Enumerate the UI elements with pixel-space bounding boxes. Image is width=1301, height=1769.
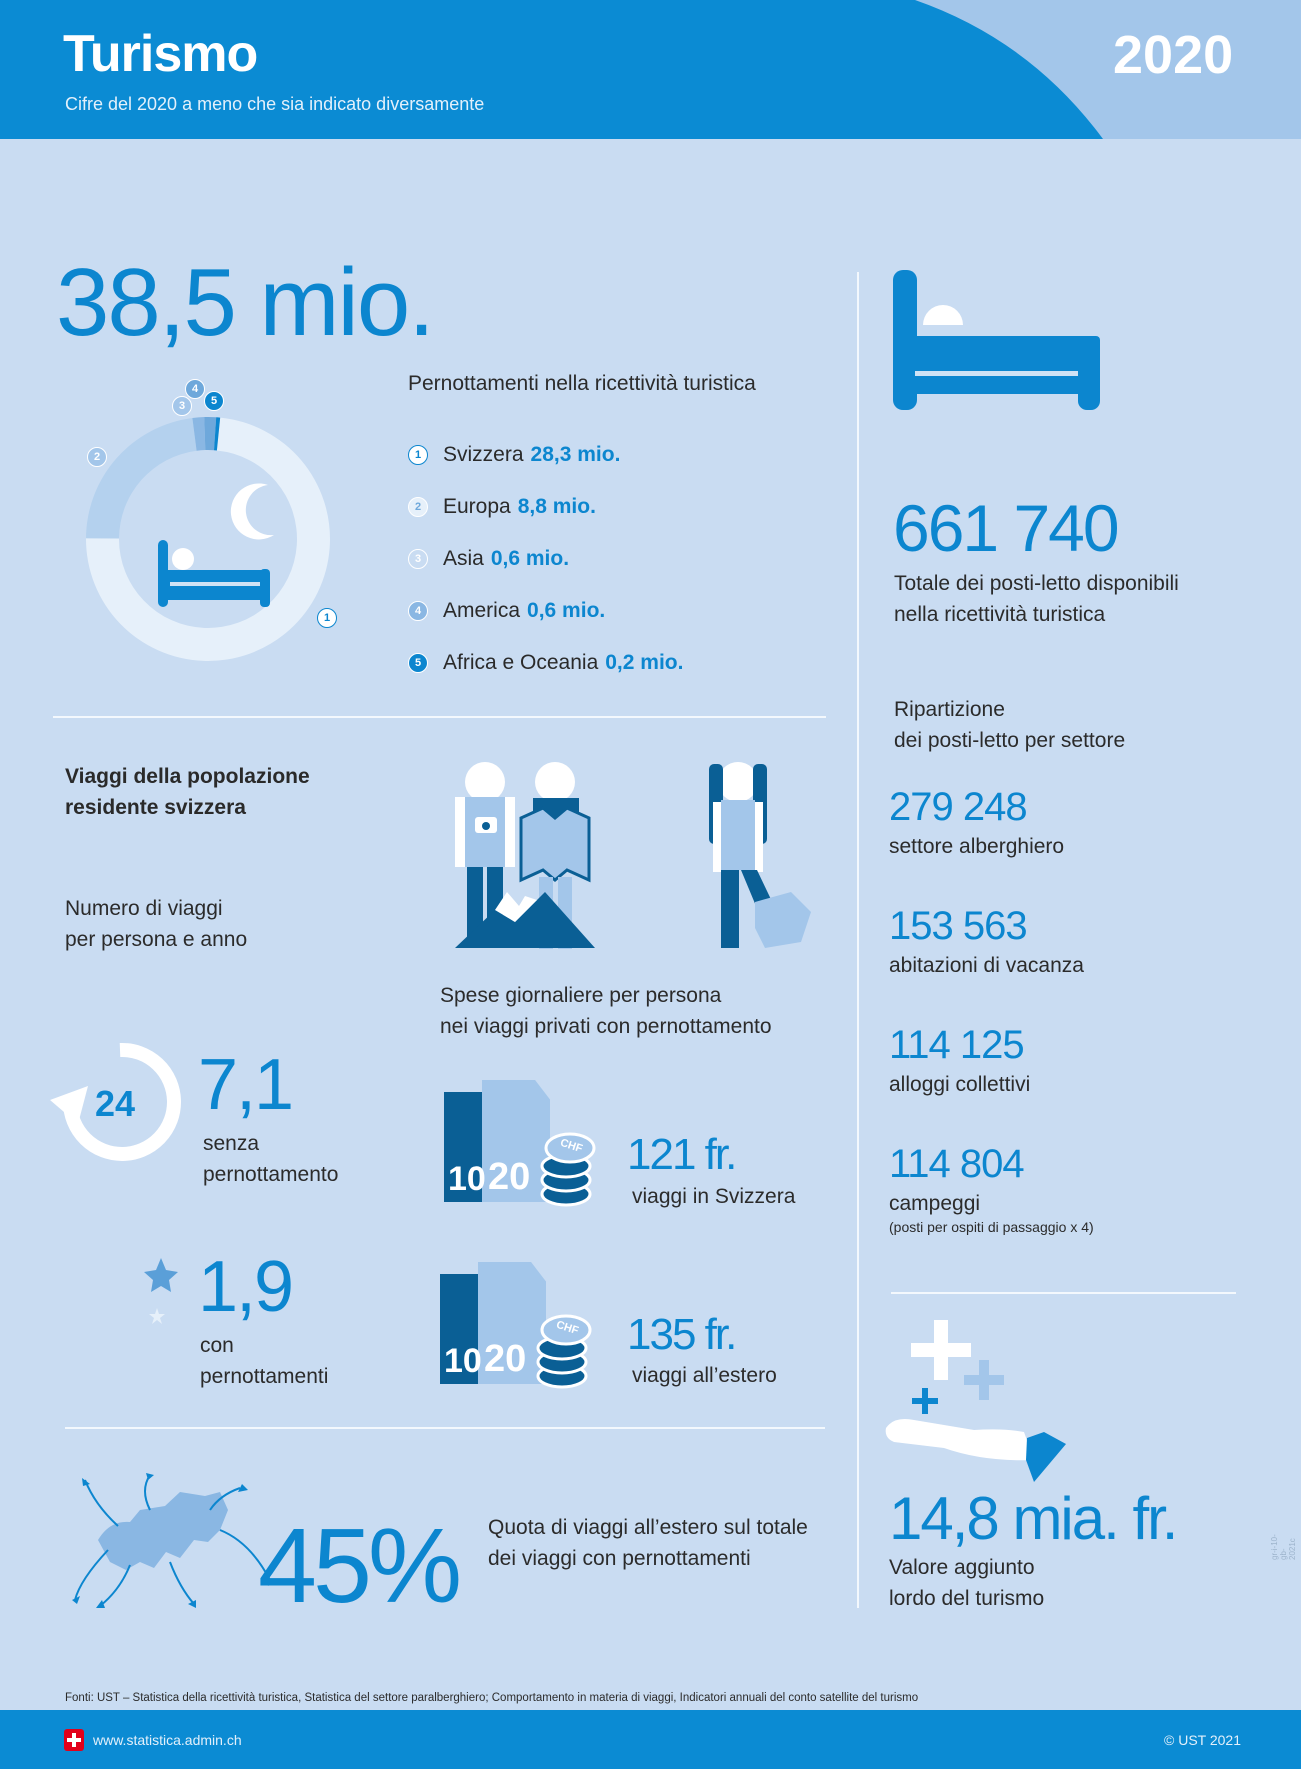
abroad-share-value: 45% — [258, 1507, 459, 1625]
banknote-20-label: 20 — [484, 1338, 527, 1380]
donut-badge-3: 3 — [172, 396, 192, 416]
legend-badge: 2 — [408, 497, 428, 517]
value-added-label-1: Valore aggiunto — [889, 1556, 1035, 1579]
legend-item-europa — [408, 495, 596, 519]
footer-bar — [0, 1710, 1301, 1769]
abroad-spend-label: viaggi all’estero — [632, 1364, 777, 1387]
year-label: 2020 — [1113, 25, 1234, 85]
legend-value: 8,8 mio. — [517, 495, 596, 518]
donut-badge-1: 1 — [317, 608, 337, 628]
legend-item-asia — [408, 547, 569, 571]
page-subtitle: Cifre del 2020 a meno che sia indicato diversamente — [65, 94, 485, 114]
bed-icon — [893, 270, 1103, 412]
beds-total-label-1: Totale dei posti-letto disponibili — [894, 572, 1179, 595]
legend-item-africa-oceania — [408, 651, 683, 675]
legend-label: Asia — [443, 547, 484, 570]
overnights-total: 38,5 mio. — [56, 249, 433, 356]
legend-value: 28,3 mio. — [530, 443, 621, 466]
legend-badge: 4 — [408, 601, 428, 621]
overnight-trips-label-2: pernottamenti — [200, 1365, 329, 1388]
divider — [891, 1292, 1236, 1294]
sector-hotel-label: settore alberghiero — [889, 835, 1065, 858]
legend-badge: 3 — [408, 549, 428, 569]
website-link[interactable]: www.statistica.admin.ch — [93, 1732, 242, 1748]
bed-moon-icon — [158, 483, 274, 607]
day-trips-label-2: pernottamento — [203, 1163, 339, 1186]
page-title: Turismo — [63, 25, 258, 83]
legend-label: Africa e Oceania — [443, 651, 599, 674]
beds-total: 661 740 — [893, 491, 1118, 565]
donut-badge-2: 2 — [87, 447, 107, 467]
spending-label-2: nei viaggi privati con pernottamento — [440, 1015, 772, 1038]
hand-plus-icon — [884, 1320, 1068, 1482]
breakdown-title-1: Ripartizione — [894, 698, 1005, 721]
moon-shape — [231, 483, 274, 539]
sector-camping-value: 114 804 — [889, 1142, 1024, 1186]
value-added-value: 14,8 mia. fr. — [889, 1485, 1177, 1552]
legend-label: America — [443, 599, 521, 622]
divider — [65, 1427, 825, 1429]
overnight-trips-value: 1,9 — [198, 1247, 293, 1327]
moon-stars-icon — [64, 1256, 184, 1386]
spending-label-1: Spese giornaliere per persona — [440, 984, 722, 1007]
sector-group-value: 114 125 — [889, 1023, 1024, 1067]
sector-camping-label: campeggi — [889, 1192, 981, 1215]
donut-badge-4: 4 — [185, 379, 205, 399]
legend-label: Svizzera — [443, 443, 524, 466]
donut-slice-europa — [86, 418, 197, 538]
column-divider — [857, 272, 859, 1608]
trips-label-1: Numero di viaggi — [65, 897, 223, 920]
legend-badge: 1 — [408, 445, 428, 465]
banknote-10-label: 10 — [448, 1160, 486, 1198]
travel-heading-line-2: residente svizzera — [65, 796, 246, 819]
beds-total-label-2: nella ricettività turistica — [894, 603, 1106, 626]
domestic-spend-value: 121 fr. — [627, 1130, 736, 1179]
abroad-spend-value: 135 fr. — [627, 1310, 736, 1359]
donut-badge-5: 5 — [204, 391, 224, 411]
switzerland-map-icon — [70, 1470, 270, 1610]
overnight-trips-label-1: con — [200, 1334, 234, 1357]
trips-label-2: per persona e anno — [65, 928, 248, 951]
overnights-donut-chart — [55, 365, 365, 685]
day-trips-label-1: senza — [203, 1132, 260, 1155]
sector-camping-note: (posti per ospiti di passaggio x 4) — [889, 1219, 1094, 1235]
graphic-code: gr-i-10-gb-2021c — [1270, 1534, 1297, 1560]
divider — [53, 716, 826, 718]
domestic-spend-label: viaggi in Svizzera — [632, 1185, 796, 1208]
legend-value: 0,2 mio. — [605, 651, 684, 674]
sector-group-label: alloggi collettivi — [889, 1073, 1031, 1096]
legend-item-america — [408, 599, 605, 623]
travel-heading-line-1: Viaggi della popolazione — [65, 765, 310, 788]
banknote-20-label: 20 — [488, 1156, 531, 1198]
day-trips-value: 7,1 — [198, 1045, 293, 1125]
sources-note: Fonti: UST – Statistica della ricettività turistica, Statistica del settore paralberghiero; Comportamento in materia di viaggi, Indicatori annuali del conto satellite del turismo — [65, 1692, 919, 1704]
abroad-share-label-2: dei viaggi con pernottamenti — [488, 1547, 751, 1570]
travel-heading — [65, 761, 310, 823]
swiss-flag-icon — [64, 1729, 84, 1751]
coin-label: CHF — [558, 1136, 584, 1156]
legend-item-svizzera — [408, 443, 620, 467]
coin-label: CHF — [554, 1318, 580, 1338]
copyright: © UST 2021 — [1164, 1732, 1241, 1748]
overnights-label: Pernottamenti nella ricettività turistica — [408, 372, 756, 395]
sector-holiday-label: abitazioni di vacanza — [889, 954, 1084, 977]
sector-holiday-value: 153 563 — [889, 904, 1027, 948]
legend-label: Europa — [443, 495, 511, 518]
legend-value: 0,6 mio. — [527, 599, 606, 622]
abroad-share-label-1: Quota di viaggi all’estero sul totale — [488, 1516, 808, 1539]
24h-label: 24 — [95, 1083, 136, 1124]
legend-badge: 5 — [408, 653, 428, 673]
header-banner — [0, 0, 1301, 139]
banknote-10-label: 10 — [444, 1342, 482, 1380]
sector-hotel-value: 279 248 — [889, 785, 1027, 829]
value-added-label-2: lordo del turismo — [889, 1587, 1045, 1610]
tourists-illustration — [455, 762, 820, 950]
legend-value: 0,6 mio. — [490, 547, 570, 570]
breakdown-title-2: dei posti-letto per settore — [894, 729, 1126, 752]
